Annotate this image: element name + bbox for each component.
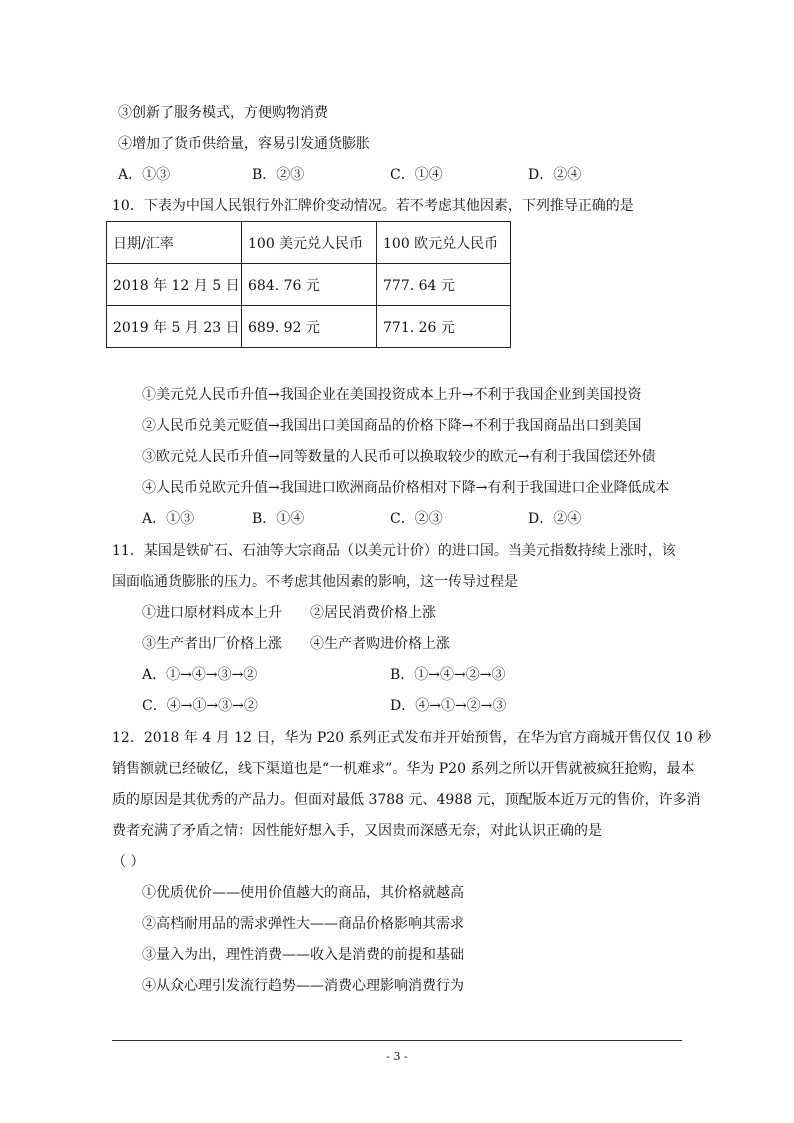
q9-option-d: D．②④ bbox=[528, 167, 582, 183]
q10-stem: 10．下表为中国人民银行外汇牌价变动情况。若不考虑其他因素，下列推导正确的是 bbox=[112, 198, 634, 214]
q12-stem-line-3: 质的原因是其优秀的产品力。但面对最低 3788 元、4988 元，顶配版本近万元的售价，许多消 bbox=[112, 792, 701, 808]
table-cell: 689. 92 元 bbox=[242, 306, 377, 348]
q9-option-a: A．①③ bbox=[118, 167, 171, 183]
q10-item-4: ④人民币兑欧元升值→我国进口欧洲商品价格相对下降→有利于我国进口企业降低成本 bbox=[142, 480, 670, 496]
q10-item-2: ②人民币兑美元贬值→我国出口美国商品的价格下降→不利于我国商品出口到美国 bbox=[142, 418, 642, 434]
page-number: - 3 - bbox=[386, 1050, 408, 1063]
table-cell: 684. 76 元 bbox=[242, 264, 377, 306]
table-cell: 2019 年 5 月 23 日 bbox=[107, 306, 242, 348]
q9-option-c: C．①④ bbox=[390, 167, 443, 183]
q10-item-3: ③欧元兑人民币升值→同等数量的人民币可以换取较少的欧元→有利于我国偿还外债 bbox=[142, 449, 656, 465]
table-cell: 771. 26 元 bbox=[377, 306, 511, 348]
q12-answer-blank: （ ） bbox=[112, 854, 145, 870]
table-header-row bbox=[107, 222, 511, 264]
table-row bbox=[107, 306, 511, 348]
q12-item-4: ④从众心理引发流行趋势——消费心理影响消费行为 bbox=[142, 978, 464, 994]
table-header-cell: 100 美元兑人民币 bbox=[242, 222, 377, 264]
q10-item-1: ①美元兑人民币升值→我国企业在美国投资成本上升→不利于我国企业到美国投资 bbox=[142, 387, 642, 403]
q9-item-4: ④增加了货币供给量，容易引发通货膨胀 bbox=[118, 136, 370, 152]
q11-stem-line-1: 11．某国是铁矿石、石油等大宗商品（以美元计价）的进口国。当美元指数持续上涨时，该 bbox=[112, 543, 676, 559]
q11-item-3: ③生产者出厂价格上涨 bbox=[142, 636, 282, 652]
table-row bbox=[107, 264, 511, 306]
table-header-cell: 100 欧元兑人民币 bbox=[377, 222, 511, 264]
q12-item-2: ②高档耐用品的需求弹性大——商品价格影响其需求 bbox=[142, 916, 464, 932]
table-cell: 2018 年 12 月 5 日 bbox=[107, 264, 242, 306]
q12-stem-line-1: 12．2018 年 4 月 12 日，华为 P20 系列正式发布并开始预售，在华为官方商城开售仅仅 10 秒 bbox=[112, 730, 712, 746]
q12-stem-line-4: 费者充满了矛盾之情：因性能好想入手，又因贵而深感无奈，对此认识正确的是 bbox=[112, 823, 602, 839]
q11-item-2: ②居民消费价格上涨 bbox=[310, 605, 436, 621]
q10-option-a: A．①③ bbox=[142, 511, 195, 527]
q11-item-4: ④生产者购进价格上涨 bbox=[310, 636, 450, 652]
q11-option-a: A．①→④→③→② bbox=[142, 667, 258, 683]
q10-option-b: B．①④ bbox=[252, 511, 305, 527]
q11-option-d: D．④→①→②→③ bbox=[390, 698, 507, 714]
q10-option-d: D．②④ bbox=[528, 511, 582, 527]
q11-option-b: B．①→④→②→③ bbox=[390, 667, 506, 683]
q12-item-1: ①优质优价——使用价值越大的商品，其价格就越高 bbox=[142, 885, 464, 901]
q9-option-b: B．②③ bbox=[252, 167, 305, 183]
q10-option-c: C．②③ bbox=[390, 511, 443, 527]
table-cell: 777. 64 元 bbox=[377, 264, 511, 306]
q11-option-c: C．④→①→③→② bbox=[142, 698, 258, 714]
q12-stem-line-2: 销售额就已经破亿，线下渠道也是“一机难求”。华为 P20 系列之所以开售就被疯狂抢购，最本 bbox=[112, 761, 695, 777]
q11-stem-line-2: 国面临通货膨胀的压力。不考虑其他因素的影响，这一传导过程是 bbox=[112, 574, 518, 590]
exchange-rate-table bbox=[106, 221, 511, 348]
footer-divider bbox=[112, 1040, 682, 1041]
q11-item-1: ①进口原材料成本上升 bbox=[142, 605, 282, 621]
table-header-cell: 日期/汇率 bbox=[107, 222, 242, 264]
q12-item-3: ③量入为出，理性消费——收入是消费的前提和基础 bbox=[142, 947, 464, 963]
q9-item-3: ③创新了服务模式，方便购物消费 bbox=[118, 105, 328, 121]
